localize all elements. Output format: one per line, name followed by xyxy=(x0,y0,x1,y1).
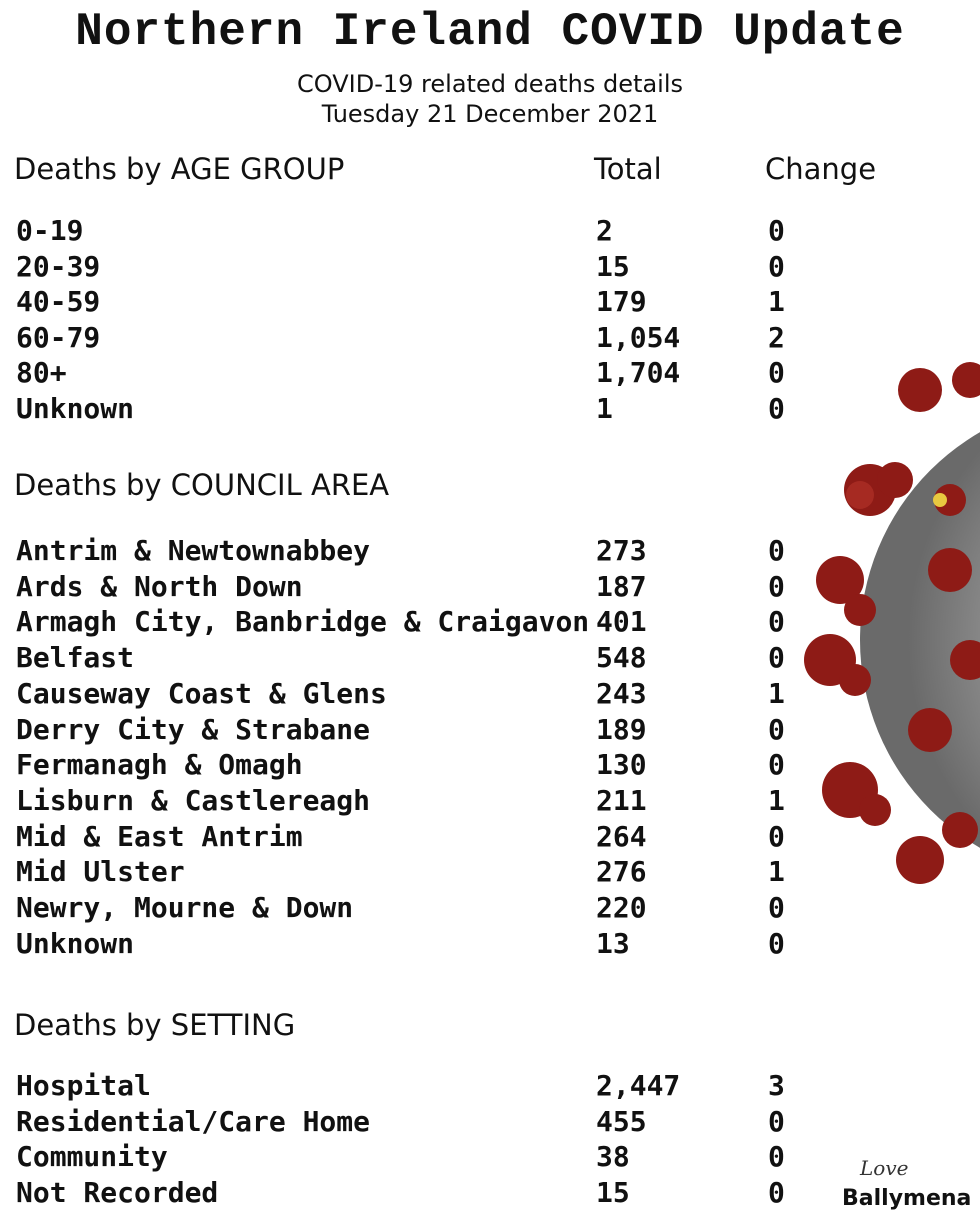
row-total: 276 xyxy=(596,855,647,889)
coronavirus-illustration xyxy=(800,360,980,920)
row-total: 189 xyxy=(596,712,647,746)
row-total: 15 xyxy=(596,249,630,283)
row-total: 273 xyxy=(596,534,647,567)
row-change: 1 xyxy=(768,285,785,318)
table-row xyxy=(16,676,796,712)
row-total: 455 xyxy=(596,1104,647,1138)
row-total: 2 xyxy=(596,214,613,247)
row-label: 20-39 xyxy=(16,249,101,283)
row-change: 0 xyxy=(768,356,785,389)
total-column-header: Total xyxy=(594,152,662,186)
row-label: 80+ xyxy=(16,356,67,389)
row-total: 179 xyxy=(596,285,647,318)
change-column-header: Change xyxy=(765,152,877,186)
row-total: 401 xyxy=(596,605,647,639)
row-change: 0 xyxy=(768,249,785,283)
age-section-heading: Deaths by AGE GROUP xyxy=(14,152,345,186)
row-label: Unknown xyxy=(16,391,135,425)
row-change: 0 xyxy=(768,391,785,425)
brand-logo xyxy=(840,1156,980,1216)
council-section-heading: Deaths by COUNCIL AREA xyxy=(14,468,390,502)
row-total: 243 xyxy=(596,676,647,710)
row-change: 1 xyxy=(768,676,785,710)
row-total: 548 xyxy=(596,641,647,675)
table-row xyxy=(16,712,796,748)
table-row xyxy=(16,1139,796,1175)
row-label: Antrim & Newtownabbey xyxy=(16,534,371,567)
row-change: 2 xyxy=(768,320,785,354)
table-row xyxy=(16,890,796,926)
row-label: Mid Ulster xyxy=(16,855,185,889)
row-label: Derry City & Strabane xyxy=(16,712,371,746)
row-label: Causeway Coast & Glens xyxy=(16,676,387,710)
row-total: 15 xyxy=(596,1175,630,1209)
page-title: Northern Ireland COVID Update xyxy=(75,6,905,58)
row-total: 1 xyxy=(596,391,613,425)
row-change: 0 xyxy=(768,748,785,782)
row-total: 211 xyxy=(596,783,647,817)
brand-name: Ballymena xyxy=(842,1186,972,1211)
table-row xyxy=(16,569,796,605)
row-label: Fermanagh & Omagh xyxy=(16,748,303,782)
table-row xyxy=(16,604,796,640)
row-change: 1 xyxy=(768,855,785,889)
row-total: 2,447 xyxy=(596,1069,681,1102)
page-subtitle: COVID-19 related deaths details xyxy=(297,70,683,98)
report-date: Tuesday 21 December 2021 xyxy=(321,100,659,128)
table-row xyxy=(16,249,796,285)
row-change: 1 xyxy=(768,783,785,817)
row-change: 0 xyxy=(768,712,785,746)
row-change: 0 xyxy=(768,1140,785,1173)
row-label: Community xyxy=(16,1140,168,1173)
row-label: Ards & North Down xyxy=(16,569,303,603)
table-row xyxy=(16,213,796,249)
row-label: Residential/Care Home xyxy=(16,1104,371,1138)
table-row xyxy=(16,284,796,320)
row-label: Lisburn & Castlereagh xyxy=(16,783,371,817)
row-total: 220 xyxy=(596,891,647,924)
row-total: 130 xyxy=(596,748,647,782)
row-label: Belfast xyxy=(16,641,135,675)
row-total: 13 xyxy=(596,926,630,960)
table-row xyxy=(16,1068,796,1104)
row-change: 0 xyxy=(768,641,785,675)
row-total: 1,704 xyxy=(596,356,681,389)
row-change: 0 xyxy=(768,569,785,603)
table-row xyxy=(16,391,796,427)
row-label: 60-79 xyxy=(16,320,101,354)
table-row xyxy=(16,926,796,962)
row-label: Hospital xyxy=(16,1069,151,1102)
table-row xyxy=(16,533,796,569)
row-change: 0 xyxy=(768,534,785,567)
row-label: Not Recorded xyxy=(16,1175,219,1209)
table-row xyxy=(16,640,796,676)
row-label: Mid & East Antrim xyxy=(16,819,303,853)
row-total: 264 xyxy=(596,819,647,853)
row-change: 0 xyxy=(768,1175,785,1209)
table-row xyxy=(16,854,796,890)
row-change: 0 xyxy=(768,891,785,924)
table-row xyxy=(16,783,796,819)
row-label: Unknown xyxy=(16,926,135,960)
row-change: 0 xyxy=(768,1104,785,1138)
row-change: 0 xyxy=(768,926,785,960)
table-row xyxy=(16,1104,796,1140)
row-total: 187 xyxy=(596,569,647,603)
row-change: 0 xyxy=(768,214,785,247)
row-change: 0 xyxy=(768,819,785,853)
setting-section-heading: Deaths by SETTING xyxy=(14,1008,296,1042)
row-change: 0 xyxy=(768,605,785,639)
row-label: 0-19 xyxy=(16,214,84,247)
table-row xyxy=(16,819,796,855)
row-label: Armagh City, Banbridge & Craigavon xyxy=(16,605,590,639)
table-row xyxy=(16,747,796,783)
row-total: 38 xyxy=(596,1140,630,1173)
table-row xyxy=(16,1175,796,1211)
row-label: 40-59 xyxy=(16,285,101,318)
row-change: 3 xyxy=(768,1069,785,1102)
table-row xyxy=(16,355,796,391)
row-total: 1,054 xyxy=(596,320,681,354)
table-row xyxy=(16,320,796,356)
row-label: Newry, Mourne & Down xyxy=(16,891,354,924)
brand-love-script: Love xyxy=(860,1156,909,1180)
